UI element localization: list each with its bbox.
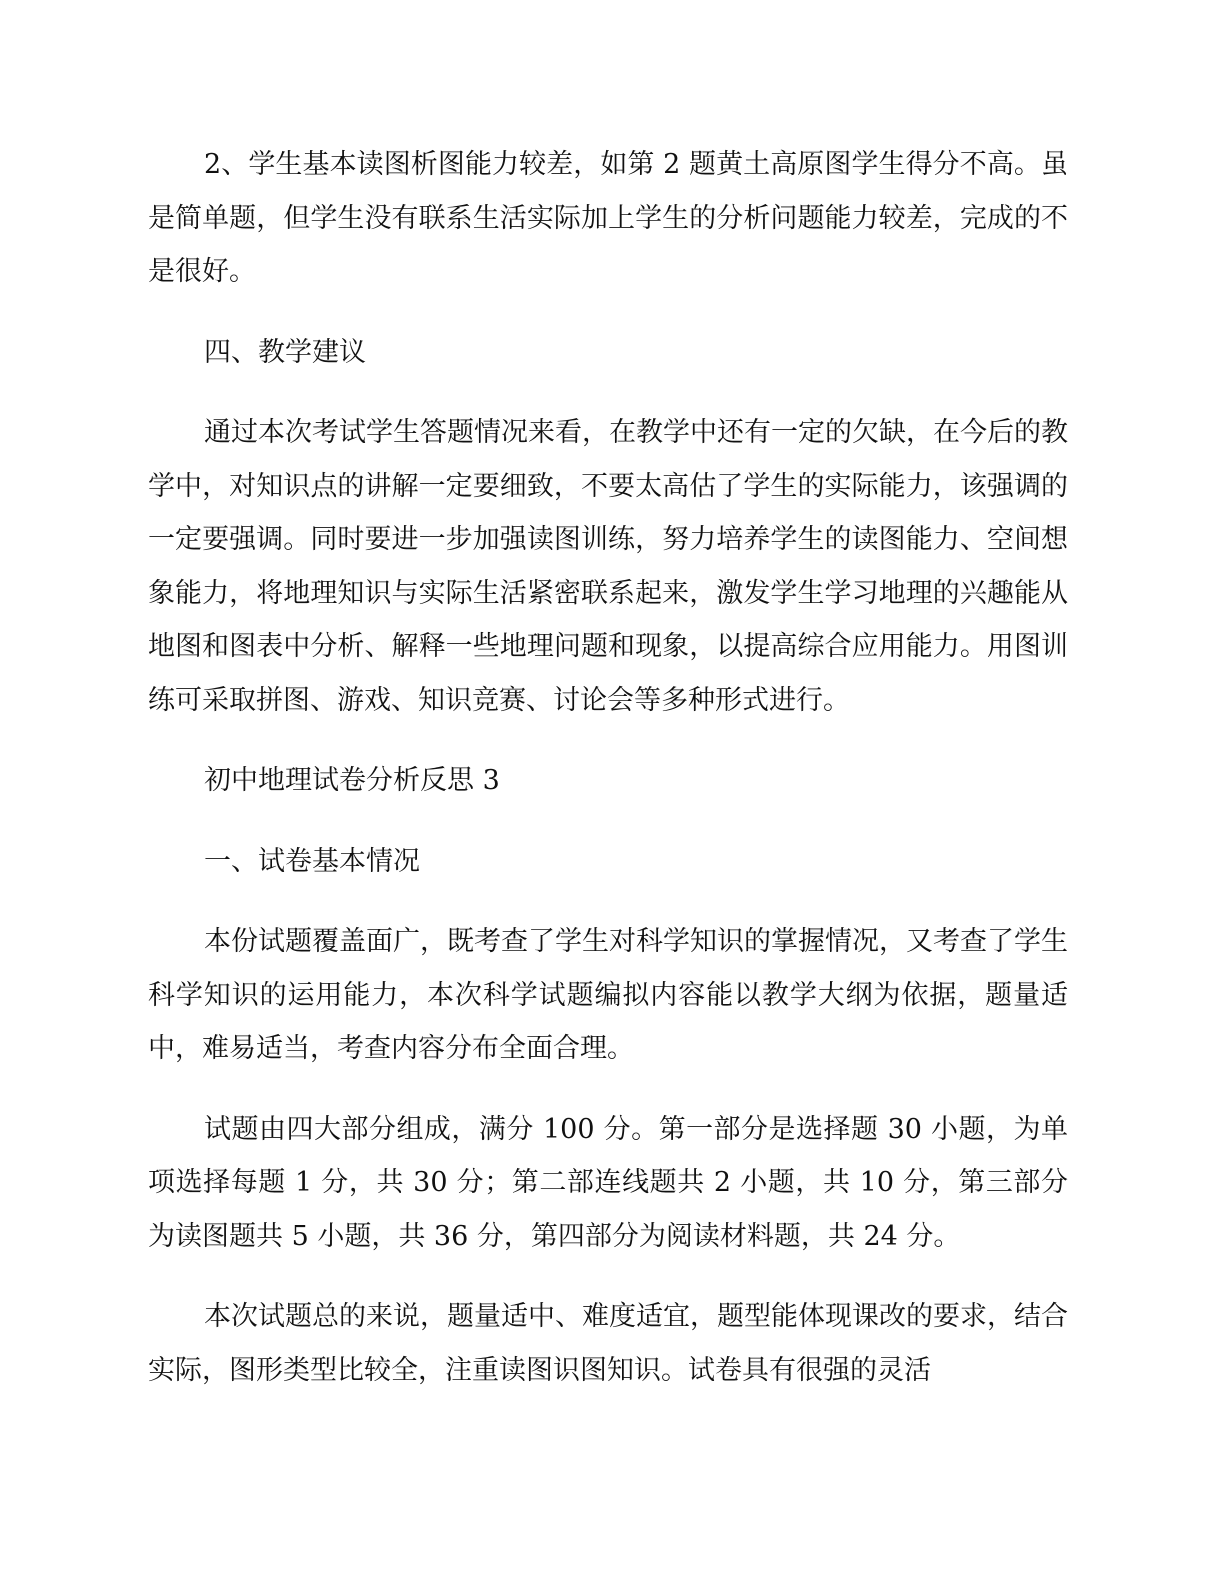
paragraph-paper-coverage: 本份试题覆盖面广，既考查了学生对科学知识的掌握情况，又考查了学生科学知识的运用能力，本次科学试题编拟内容能以教学大纲为依据，题量适中，难易适当，考查内容分布全面合理。	[148, 926, 1068, 1064]
section-heading-paper-overview: 一、试卷基本情况	[204, 845, 420, 877]
document-body	[148, 138, 1068, 1424]
paragraph-paper-summary: 本次试题总的来说，题量适中、难度适宜，题型能体现课改的要求，结合实际，图形类型比较全，注重读图识图知识。试卷具有很强的灵活	[148, 1301, 1068, 1386]
article-title: 初中地理试卷分析反思 3	[204, 765, 500, 796]
paragraph-paper-structure: 试题由四大部分组成，满分 100 分。第一部分是选择题 30 小题，为单项选择每题 1 分，共 30 分；第二部连线题共 2 小题，共 10 分，第三部分为读图题共 5 小题，共 36 分，第四部分为阅读材料题，共 24 分。	[148, 1113, 1068, 1252]
section-heading-teaching-suggestions: 四、教学建议	[204, 336, 366, 368]
paragraph-teaching-suggestions: 通过本次考试学生答题情况来看，在教学中还有一定的欠缺，在今后的教学中，对知识点的讲解一定要细致，不要太高估了学生的实际能力，该强调的一定要强调。同时要进一步加强读图训练，努力培养学生的读图能力、空间想象能力，将地理知识与实际生活紧密联系起来，激发学生学习地理的兴趣能从地图和图表中分析、解释一些地理问题和现象，以提高综合应用能力。用图训练可采取拼图、游戏、知识竞赛、讨论会等多种形式进行。	[148, 417, 1068, 716]
paragraph-reading-ability: 2、学生基本读图析图能力较差，如第 2 题黄土高原图学生得分不高。虽是简单题，但学生没有联系生活实际加上学生的分析问题能力较差，完成的不是很好。	[148, 149, 1068, 287]
